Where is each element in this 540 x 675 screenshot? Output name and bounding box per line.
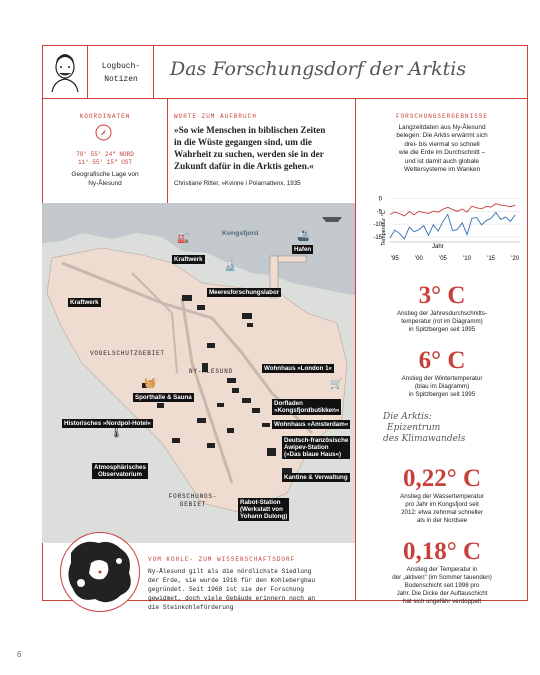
- map-label-kraftwerk-1: Kraftwerk: [174, 256, 203, 263]
- label-line: (Werkstatt von: [240, 506, 283, 514]
- compass-icon: [95, 124, 112, 141]
- chart-xtick: '15: [487, 256, 496, 262]
- cart-icon: 🛒: [330, 379, 343, 390]
- quote-source: Christiane Ritter, »Kvinne i Polarnattenx, 1935: [174, 180, 301, 187]
- koordinaten-heading: KOORDINATEN: [79, 113, 131, 120]
- fact-text: Anstieg der Wintertemperatur: [401, 375, 483, 382]
- map-place-ny-alesund: NY-ÅLESUND: [189, 368, 234, 375]
- quote-line: Wahrheit zu suchen, werden sie in der: [174, 149, 324, 159]
- label-line: (»Das blaue Haus«): [284, 451, 342, 459]
- bottom-text: [148, 567, 353, 612]
- portrait-icon: [48, 51, 82, 93]
- map-label-hafen: Hafen: [294, 246, 312, 253]
- map-label-observatorium: [92, 463, 148, 479]
- fact-text: als in der Nordsee: [416, 517, 468, 525]
- map-label-dorfladen: [272, 399, 341, 415]
- map-label-london: Wohnhaus »London 1«: [264, 365, 332, 372]
- fact-text: 2012: etwa zehnmal schneller: [401, 509, 483, 517]
- intro-line: belegen: Die Arktis erwärmt sich: [396, 132, 488, 140]
- weather-icon: 🌡: [110, 428, 123, 439]
- label-line: Deutsch-französische: [284, 437, 349, 444]
- quote-line: Zukunft dafür in die Arktis gehen.«: [174, 161, 314, 171]
- map-place-kongsfjord: Kongsfjord: [222, 230, 259, 237]
- results-heading: FORSCHUNGSERGEBNISSE: [395, 113, 488, 120]
- chart-ytick: -15: [373, 234, 382, 241]
- bottom-heading: VOM KOHLE- ZUM WISSENSCHAFTSDORF: [148, 556, 296, 563]
- handnote-line: Epizentrum: [387, 423, 441, 433]
- logbook-divider: [153, 45, 154, 98]
- factory-icon: 🏭: [177, 233, 190, 244]
- fact-value: 6° C: [418, 347, 466, 374]
- coords-caption-1: Geografische Lage von: [71, 171, 139, 178]
- fact-3: [357, 465, 527, 525]
- quote-line: »So wie Menschen in biblischen Zeiten: [174, 125, 326, 135]
- map-label-meeresforschungslabor: Meeresforschungslabor: [209, 289, 280, 296]
- fact-text: Jahr. Die Dicke der Auftauschicht: [396, 590, 488, 598]
- map-label-rabot: [238, 498, 289, 521]
- handnote-line: Die Arktis:: [383, 412, 432, 422]
- fact-text: hat sich ungefähr verdoppelt: [402, 598, 482, 606]
- place-label-line: FORSCHUNGS-: [168, 493, 218, 500]
- label-line: Awipev-Station: [284, 444, 329, 452]
- coords-caption-2: Ny-Ålesund: [88, 179, 122, 187]
- quote-line: in die Wüste gegangen sind, um die: [174, 137, 312, 147]
- label-line: Dorfladen: [274, 400, 303, 407]
- fact-value: 0,18° C: [402, 538, 482, 565]
- fact-text: der „aktiven" (im Sommer tauenden): [392, 574, 492, 582]
- chart-ylabel: Temperatur °C: [381, 210, 387, 246]
- village-map: [42, 203, 355, 543]
- right-column-divider: [355, 98, 356, 601]
- fact-value: 0,22° C: [402, 465, 482, 492]
- fact-text: pro Jahr im Kongsfjord seit: [405, 501, 479, 509]
- ship-icon: 🚢: [297, 231, 310, 242]
- bottom-line: Ny-Ålesund gilt als die nördlichste Siedlung: [148, 568, 312, 575]
- fact-4: [357, 538, 527, 606]
- map-label-awipev: [282, 436, 350, 459]
- label-line: Atmosphärisches: [94, 464, 146, 471]
- map-label-kantine: Kantine & Verwaltung: [284, 474, 348, 481]
- quote-text: [174, 124, 352, 172]
- label-line: Yohann Dulong): [240, 513, 288, 521]
- results-intro: [357, 124, 527, 174]
- map-label-sporthalle: Sporthalle & Sauna: [135, 394, 192, 401]
- chart-ytick: -10: [373, 222, 382, 229]
- page-number: 6: [17, 650, 22, 659]
- map-place-forschungsgebiet: [158, 493, 228, 509]
- map-label-kraftwerk-2: Kraftwerk: [70, 299, 99, 306]
- fact-text: in Spitzbergen seit 1995: [408, 326, 476, 334]
- coords-divider: [167, 98, 168, 203]
- bottom-line: der Erde, sie wurde 1916 für den Kohlebergbau: [148, 577, 316, 584]
- fact-2: [357, 347, 527, 399]
- longitude: 11° 55' 15" OST: [77, 159, 132, 166]
- chart-series-line-1: [390, 204, 515, 216]
- intro-line: drei- bis viermal so schnell: [404, 140, 480, 148]
- bottom-line: gegründet. Seit 1968 ist sie der Forschung: [148, 586, 304, 593]
- temperature-chart: [360, 190, 525, 270]
- chart-ytick: 0: [378, 196, 382, 203]
- chart-xlabel: Jahr: [432, 244, 444, 250]
- intro-line: Wettersysteme im Wanken: [404, 166, 480, 174]
- header-divider: [42, 98, 528, 99]
- label-line: Observatorium: [97, 471, 142, 479]
- place-label-line: GEBIET: [179, 501, 207, 508]
- fact-text: temperatur (rot im Diagramm): [401, 318, 483, 326]
- map-label-amsterdam: Wohnhaus »Amsterdam«: [274, 421, 349, 428]
- label-line: »Kongsfjordbutikken«: [274, 407, 340, 415]
- page-title: Das Forschungsdorf der Arktis: [170, 58, 467, 80]
- handwritten-note: [383, 412, 465, 445]
- chart-ytick: -5: [376, 209, 382, 216]
- bottom-line: gewidmet, doch viele Gebäude erinnern noch an: [148, 595, 316, 602]
- logbook-line2: Notizen: [104, 75, 138, 84]
- chart-series-line-2: [390, 212, 515, 239]
- quote-heading: WORTE ZUM AUFBRUCH: [174, 113, 257, 120]
- map-label-nordpol-hotel: Historisches »Nordpol-Hotel«: [64, 420, 151, 427]
- bottom-line: die Steinkohleförderung: [148, 604, 234, 611]
- microscope-icon: 🔬: [224, 261, 237, 272]
- fact-value: 3° C: [418, 282, 466, 309]
- intro-line: und ist damit auch globale: [404, 157, 480, 165]
- map-place-vogelschutz: VOGELSCHUTZGEBIET: [90, 350, 165, 357]
- logbook-line1: Logbuch-: [101, 62, 141, 71]
- fact-1: [357, 282, 527, 334]
- logbook-label: [90, 60, 152, 86]
- fact-text: Anstieg der Temperatur in: [406, 566, 478, 573]
- fact-text: Bodenschicht seit 1998 pro: [404, 582, 480, 590]
- polar-map-icon: [60, 532, 140, 612]
- chart-xtick: '10: [463, 256, 471, 262]
- label-line: Rabot-Station: [240, 499, 281, 506]
- chart-xtick: '00: [414, 256, 423, 262]
- portrait-divider: [87, 45, 88, 98]
- fact-text: in Spitzbergen seit 1995: [408, 391, 476, 399]
- intro-line: Langzeitdaten aus Ny-Ålesund: [398, 124, 486, 131]
- fact-text: Anstieg der Wassertemperatur: [400, 493, 484, 500]
- chart-xtick: '95: [390, 256, 399, 262]
- fact-text: Anstieg der Jahresdurchschnitts-: [396, 310, 488, 317]
- chart-xtick: '20: [511, 256, 520, 262]
- fact-text: (blau im Diagramm): [414, 383, 470, 391]
- basket-icon: 🧺: [144, 378, 157, 389]
- chart-xtick: '05: [439, 256, 447, 262]
- handnote-line: des Klimawandels: [383, 434, 466, 444]
- intro-line: wie die Erde im Durchschnitt –: [398, 149, 486, 157]
- latitude: 78° 55' 24" NORD: [76, 151, 134, 158]
